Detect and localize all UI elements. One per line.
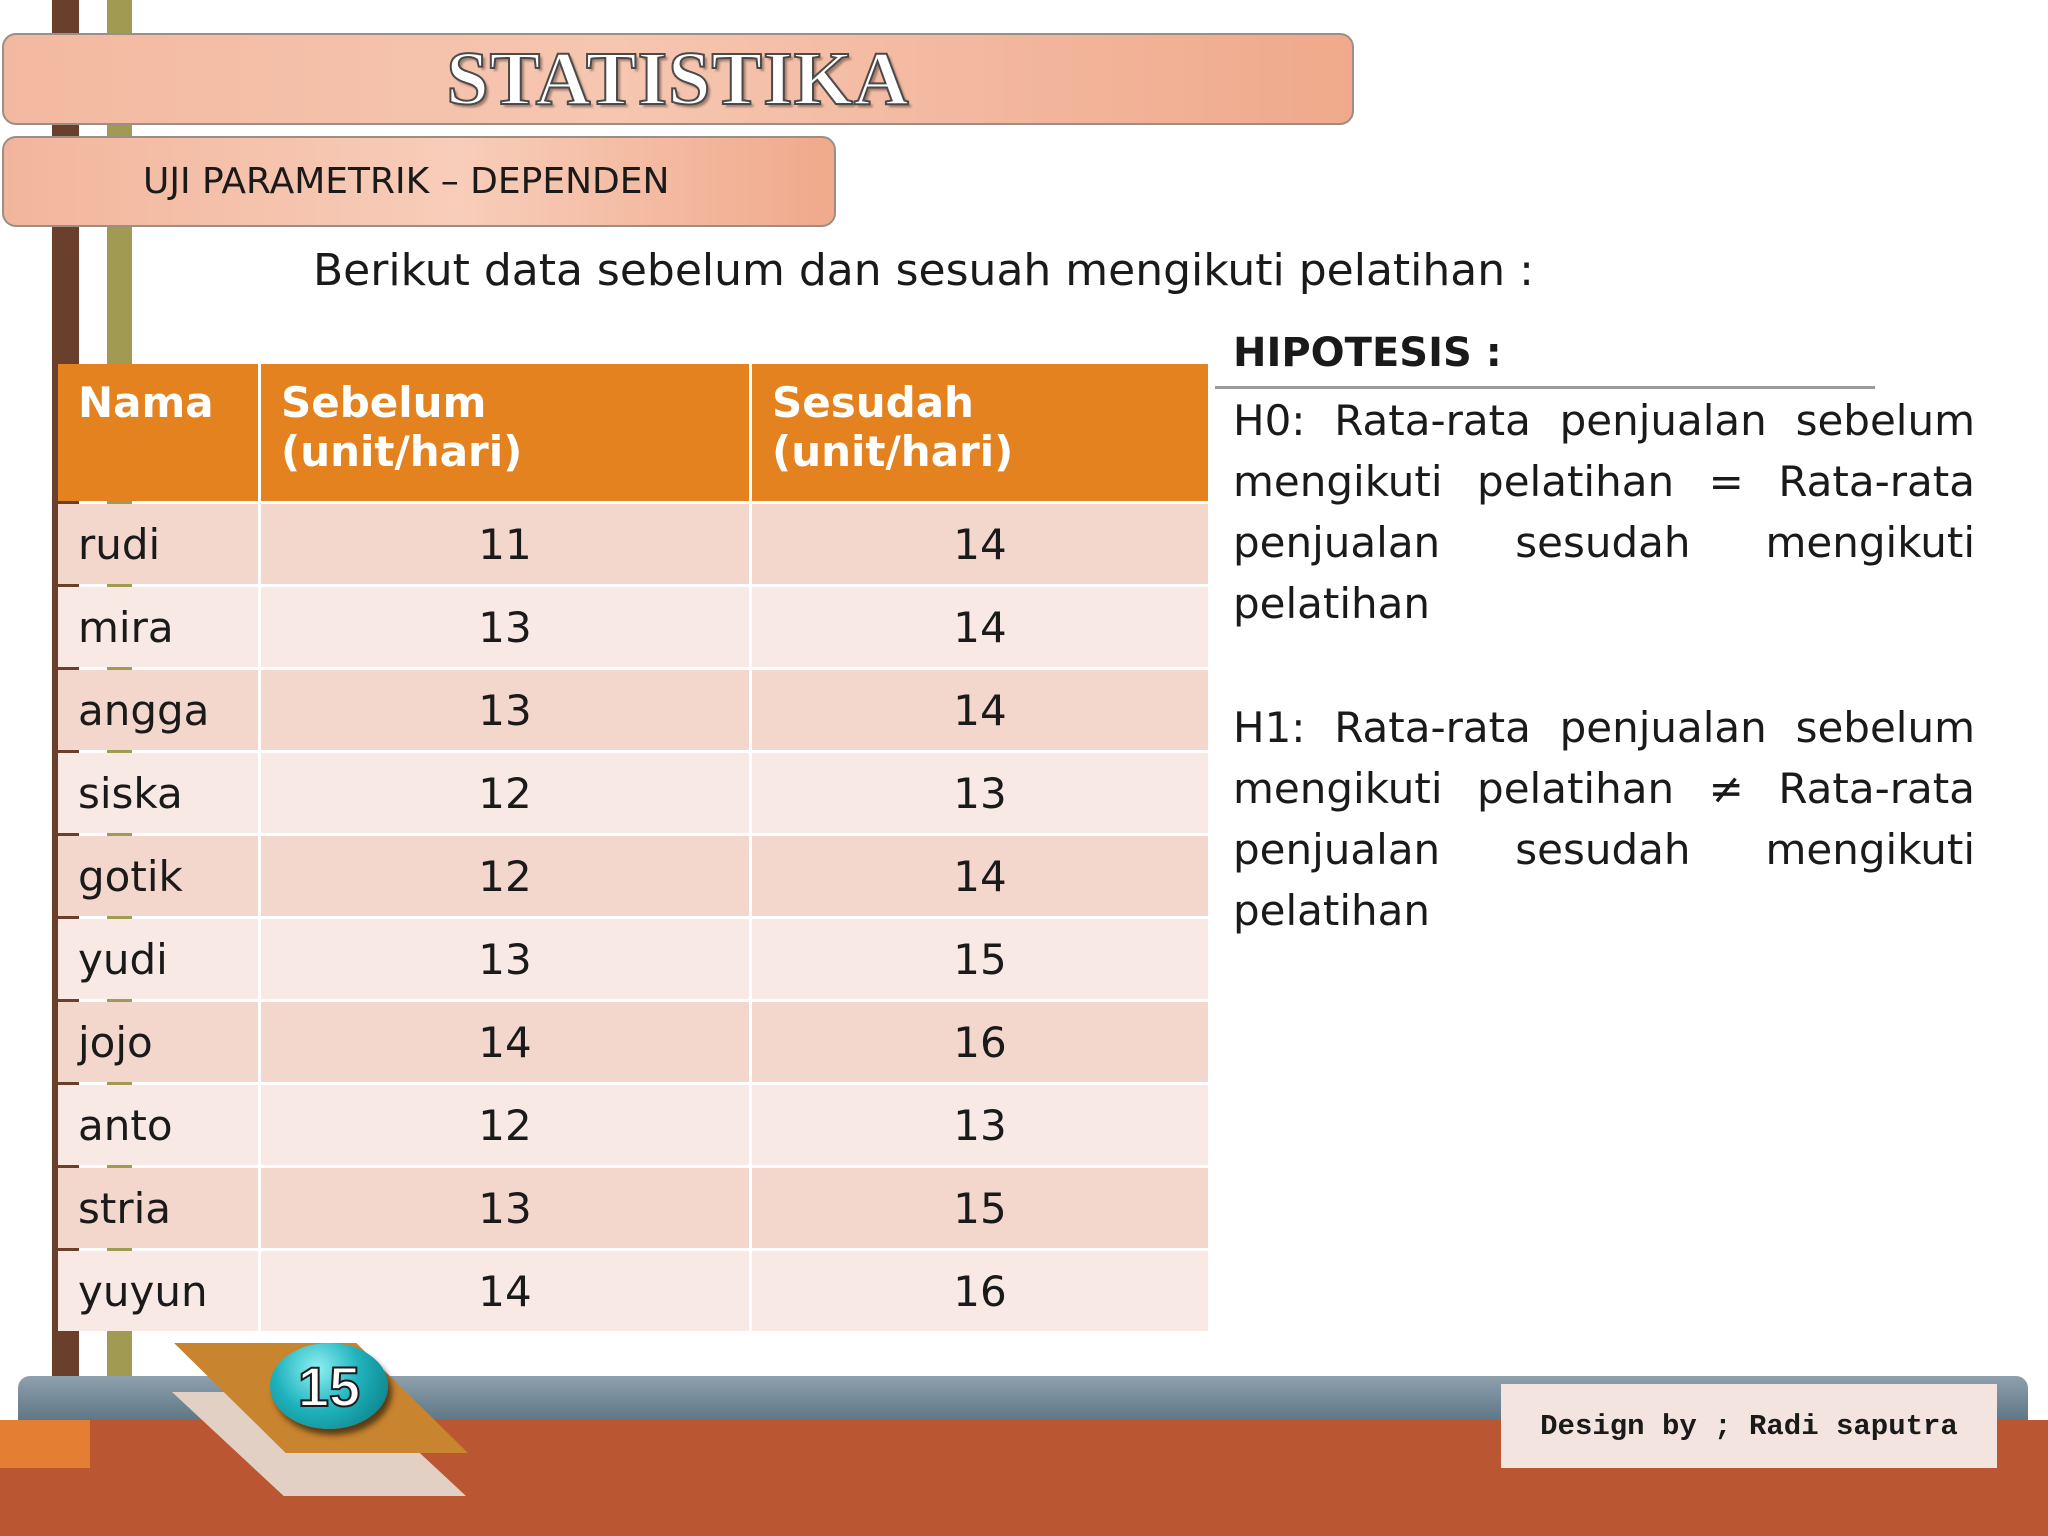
cell-sebelum: 14 — [261, 1002, 749, 1082]
page-number: 15 — [297, 1354, 361, 1418]
cell-sebelum: 14 — [261, 1251, 749, 1331]
cell-sesudah: 13 — [752, 753, 1208, 833]
cell-sebelum: 12 — [261, 1085, 749, 1165]
slide-subtitle: UJI PARAMETRIK – DEPENDEN — [143, 161, 670, 202]
column-header-sebelum: Sebelum (unit/hari) — [261, 364, 749, 501]
cell-nama: angga — [58, 670, 258, 750]
design-credit: Design by ; Radi saputra — [1501, 1384, 1997, 1468]
cell-nama: yuyun — [58, 1251, 258, 1331]
table-row — [58, 753, 1208, 833]
cell-sebelum: 13 — [261, 1168, 749, 1248]
table-row — [58, 836, 1208, 916]
table-row — [58, 919, 1208, 999]
table-row — [58, 1002, 1208, 1082]
slide-title: STATISTIKA — [446, 36, 910, 121]
footer-accent — [0, 1420, 90, 1468]
cell-sesudah: 14 — [752, 836, 1208, 916]
cell-sesudah: 16 — [752, 1251, 1208, 1331]
hypothesis-h0: H0: Rata-rata penjualan sebelum mengikuti pelatihan = Rata-rata penjualan sesudah mengikuti pelatihan — [1233, 396, 1975, 628]
cell-sebelum: 13 — [261, 919, 749, 999]
data-table — [55, 361, 1211, 1334]
cell-sesudah: 15 — [752, 1168, 1208, 1248]
table-row — [58, 1168, 1208, 1248]
hypothesis-title: HIPOTESIS : — [1233, 330, 1502, 376]
table-row — [58, 504, 1208, 584]
cell-nama: yudi — [58, 919, 258, 999]
intro-text: Berikut data sebelum dan sesuah mengikuti pelatihan : — [313, 245, 1534, 296]
table-row — [58, 1085, 1208, 1165]
table-row — [58, 587, 1208, 667]
column-header-nama: Nama — [58, 364, 258, 501]
cell-sesudah: 14 — [752, 587, 1208, 667]
cell-nama: jojo — [58, 1002, 258, 1082]
cell-sebelum: 11 — [261, 504, 749, 584]
table-row — [58, 1251, 1208, 1331]
page-number-badge — [270, 1343, 388, 1429]
cell-sesudah: 14 — [752, 504, 1208, 584]
cell-sesudah: 13 — [752, 1085, 1208, 1165]
cell-sesudah: 16 — [752, 1002, 1208, 1082]
cell-nama: mira — [58, 587, 258, 667]
cell-nama: anto — [58, 1085, 258, 1165]
cell-sesudah: 14 — [752, 670, 1208, 750]
table-header-row — [58, 364, 1208, 501]
cell-sesudah: 15 — [752, 919, 1208, 999]
cell-nama: gotik — [58, 836, 258, 916]
table-row — [58, 670, 1208, 750]
cell-nama: siska — [58, 753, 258, 833]
cell-sebelum: 12 — [261, 753, 749, 833]
cell-nama: rudi — [58, 504, 258, 584]
cell-nama: stria — [58, 1168, 258, 1248]
cell-sebelum: 12 — [261, 836, 749, 916]
cell-sebelum: 13 — [261, 587, 749, 667]
hypothesis-divider — [1215, 386, 1875, 389]
column-header-sesudah: Sesudah (unit/hari) — [752, 364, 1208, 501]
cell-sebelum: 13 — [261, 670, 749, 750]
hypothesis-h1: H1: Rata-rata penjualan sebelum mengikuti pelatihan ≠ Rata-rata penjualan sesudah mengikuti pelatihan — [1233, 703, 1975, 935]
